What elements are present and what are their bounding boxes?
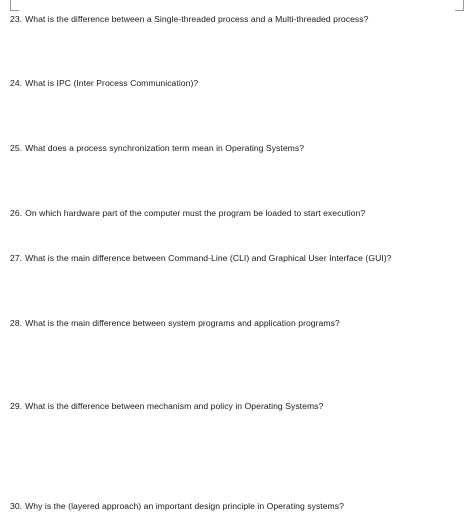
question-number: 24. [10,78,23,88]
question-number: 23. [10,14,23,24]
question-number: 28. [10,318,23,328]
question-30 [10,501,344,512]
question-number: 29. [10,401,23,411]
question-text: What is IPC (Inter Process Communication)? [25,78,199,88]
question-28 [10,318,340,329]
question-text: Why is the (layered approach) an important design principle in Operating systems? [25,501,344,511]
question-number: 30. [10,501,23,511]
question-29 [10,401,323,412]
question-24 [10,78,198,89]
question-text: What is the main difference between system programs and application programs? [25,318,340,328]
question-number: 27. [10,253,23,263]
question-number: 25. [10,143,23,153]
question-number: 26. [10,208,23,218]
top-right-margin-mark [455,0,464,11]
question-text: What is the difference between a Single-threaded process and a Multi-threaded process? [25,14,369,24]
question-25 [10,143,304,154]
question-27 [10,253,392,264]
question-text: What does a process synchronization term mean in Operating Systems? [25,143,305,153]
question-text: On which hardware part of the computer must the program be loaded to start execution? [25,208,366,218]
question-text: What is the difference between mechanism and policy in Operating Systems? [25,401,324,411]
question-26 [10,208,365,219]
question-23 [10,14,368,25]
question-text: What is the main difference between Command-Line (CLI) and Graphical User Interface (GUI)? [25,253,392,263]
top-left-margin-mark [10,0,19,11]
